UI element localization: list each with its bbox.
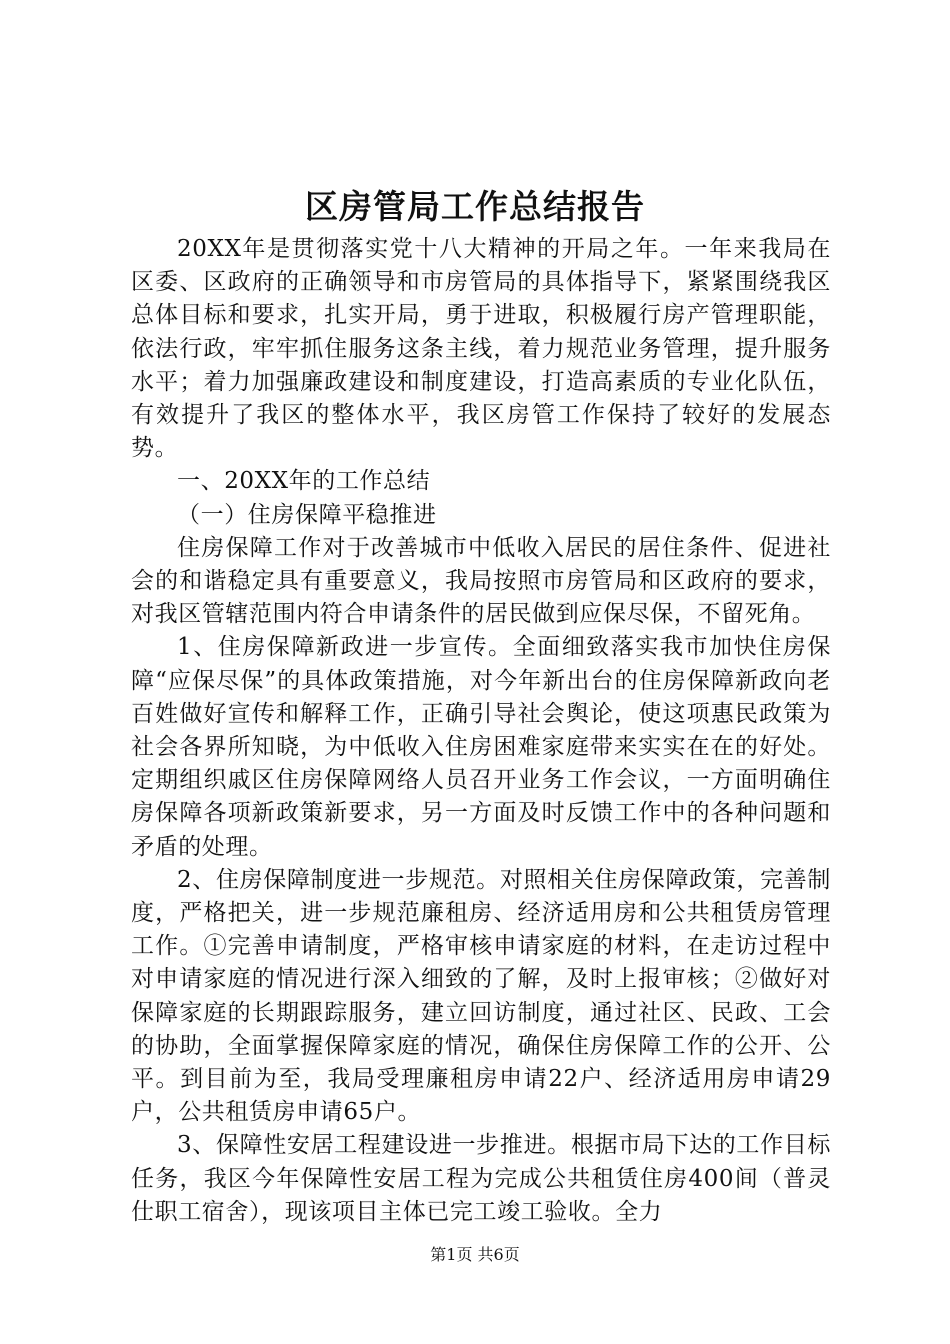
body-paragraph: 2、住房保障制度进一步规范。对照相关住房保障政策，完善制度，严格把关，进一步规范廉租房、经济适用房和公共租赁房管理工作。①完善申请制度，严格审核申请家庭的材料，在走访过程中对申请家庭的情况进行深入细致的了解，及时上报审核；②做好对保障家庭的长期跟踪服务，建立回访制度，通过社区、民政、工会的协助，全面掌握保障家庭的情况，确保住房保障工作的公开、公平。到目前为至，我局受理廉租房申请22户、经济适用房申请29户，公共租赁房申请65户。 [131, 866, 831, 1126]
body-paragraph: 住房保障工作对于改善城市中低收入居民的居住条件、促进社会的和谐稳定具有重要意义，我局按照市房管局和区政府的要求，对我区管辖范围内符合申请条件的居民做到应保尽保，不留死角。 [131, 534, 831, 628]
document-title: 区房管局工作总结报告 [305, 187, 645, 226]
intro-paragraph: 20XX年是贯彻落实党十八大精神的开局之年。一年来我局在区委、区政府的正确领导和市房管局的具体指导下，紧紧围绕我区总体目标和要求，扎实开局，勇于进取，积极履行房产管理职能，依法行政，牢牢抓住服务这条主线，着力规范业务管理，提升服务水平；着力加强廉政建设和制度建设，打造高素质的专业化队伍，有效提升了我区的整体水平，我区房管工作保持了较好的发展态势。 [131, 236, 831, 462]
subsection-heading: （一）住房保障平稳推进 [177, 501, 437, 528]
document-body [131, 233, 831, 1229]
page-footer: 第1页 共6页 [430, 1245, 520, 1264]
body-paragraph: 3、保障性安居工程建设进一步推进。根据市局下达的工作目标任务，我区今年保障性安居工程为完成公共租赁住房400间（普灵仕职工宿舍），现该项目主体已完工竣工验收。全力 [131, 1132, 831, 1225]
section-heading: 一、20XX年的工作总结 [177, 468, 431, 495]
body-paragraph: 1、住房保障新政进一步宣传。全面细致落实我市加快住房保障“应保尽保”的具体政策措施，对今年新出台的住房保障新政向老百姓做好宣传和解释工作，正确引导社会舆论，使这项惠民政策为社会各界所知晓，为中低收入住房困难家庭带来实实在在的好处。定期组织戚区住房保障网络人员召开业务工作会议，一方面明确住房保障各项新政策新要求，另一方面及时反馈工作中的各种问题和矛盾的处理。 [131, 634, 831, 860]
